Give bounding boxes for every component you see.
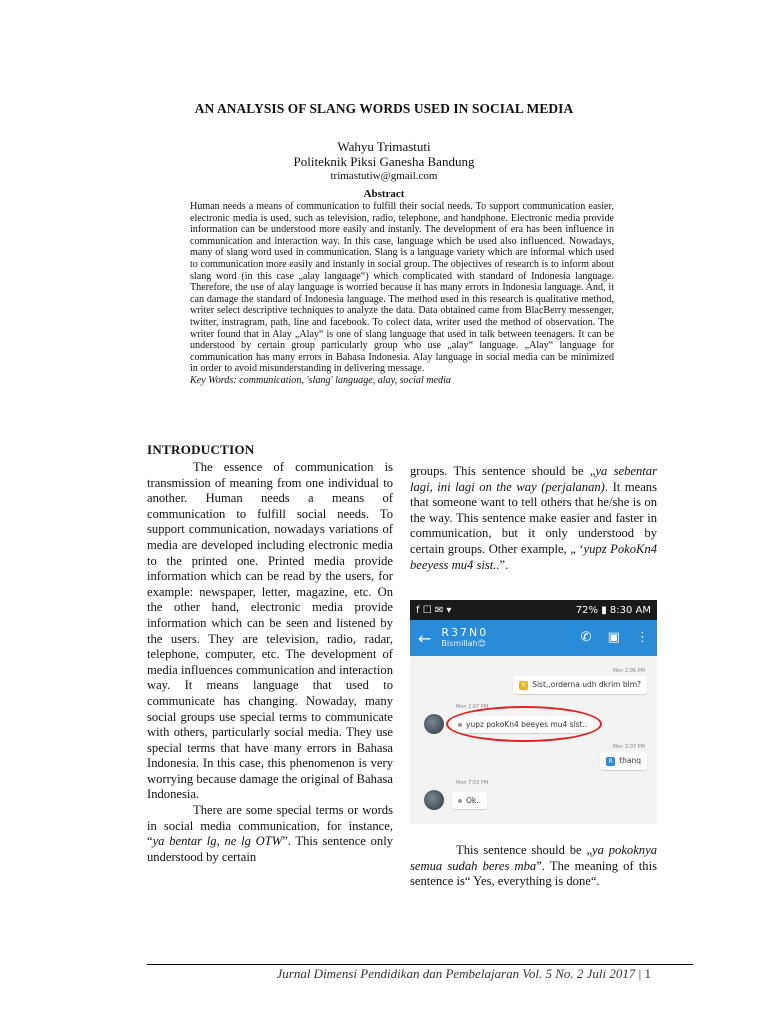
intro-paragraph-3	[410, 464, 657, 573]
r1-text-b: . It means that someone want to tell others that he/she is on the way. This sentence make easier and faster in communication, but it only understood by certain groups. Other example, „ ‘	[410, 479, 657, 556]
message-bubble-in	[452, 792, 487, 809]
page-footer	[276, 966, 651, 982]
r1-text-a: groups. This sentence should be „	[410, 464, 596, 478]
contact-status: Bismillah😊	[441, 639, 487, 648]
status-icons-left: f ☐ ✉ ▾	[416, 604, 452, 616]
author-email: trimastutiw@gmail.com	[330, 170, 438, 182]
right-column-top	[410, 464, 657, 573]
more-icon: ⋮	[636, 630, 649, 645]
author-affiliation: Politeknik Piksi Ganesha Bandung	[293, 154, 475, 169]
message-text: Ok..	[466, 796, 482, 805]
message-bubble-out	[513, 676, 647, 694]
chat-messages	[410, 656, 657, 824]
contact-name: R37N0	[441, 626, 489, 639]
video-icon: ▣	[607, 630, 620, 645]
author-name: Wahyu Trimastuti	[337, 139, 431, 154]
paper-title: AN ANALYSIS OF SLANG WORDS USED IN SOCIAL MEDIA	[194, 101, 574, 116]
r2-text-a: This sentence should be „	[456, 843, 593, 857]
r2-text-b: ”. The meaning of this sentence is“ Yes, everything is done“.	[410, 858, 657, 889]
message-time: Mon 7:03 PM	[456, 780, 489, 786]
footer-rule	[147, 964, 693, 965]
message-bubble-out	[600, 752, 647, 770]
back-arrow-icon: ←	[418, 628, 432, 648]
p2-text-b: ”. This sentence only understood by certain	[147, 834, 393, 864]
right-column-bottom	[410, 843, 657, 890]
p2-example: ya bentar lg, ne lg OTW	[152, 834, 283, 849]
intro-paragraph-1: The essence of communication is transmission of meaning from one individual to another. Human needs a means of communication to fulfill social needs. To support communication, nowadays variations of media are developed including electronic media to the printed one. Printed media provide information which can be read by the users, for example: newspaper, letter, magazine, etc. On the other hand, electronic media provide information which can be seen and listened by the users. They are television, radio, radar, telephone, computer, etc. The development of media influences communication and interaction way. It means language that used to communicate has changing. Nowaday, many social groups use special terms to communicate with others, particularly social media. They use special terms that have many errors in Bahasa Indonesia. In this case, this phenomenon is very worrying because damage the original of Bahasa Indonesia.	[147, 460, 393, 802]
status-icons-right: 72% ▮ 8:30 AM	[575, 604, 651, 616]
message-time: Mon 3:07 PM	[612, 744, 645, 750]
left-column	[147, 460, 393, 865]
message-time: Mon 2:07 PM	[456, 704, 489, 710]
status-dot-icon	[458, 799, 462, 803]
page-number: | 1	[638, 966, 651, 981]
abstract-text: Human needs a means of communication to fulfill their social needs. To support communication easier, electronic media is used, such as television, radio, telephone, and handphone. Electronic media provide information can be understood more easily and instanly. The development of era has been influence in communication and interaction way. In this case, language which be used also influenced. Nowadays, many of slang word used in communication. Slang is a language variety which are informal which used to communication more easily and instanly in social group. The objectives of research is to inform about slang word (in this case „alay language“) which complicated with standard of Indonesia language. Therefore, the use of alay language is worried because it has many errors in Indonesia language. And, it can damage the standard of Indonesia language. The method used in this research is qualitative method, writer select descriptive techniques to analyze the data. Data obtained came from BlacBerry messenger, twitter, instragram, path, line and facebook. To colect data, writer used the method of observation. The writer found that in Alay „Alay“ is one of slang language that used in talk between teenagers. It can be understood by certain group particularly group who use „alay“ language. „Alay“ language for communication has many errors in Bahasa Indonesia. Alay language in social media can be minimized in order to avoid misunderstanding in delivering message.	[190, 201, 614, 375]
r1-text-c: ”.	[499, 557, 509, 572]
r1-example-2: yupz PokoKn4 beeyess mu4 sist..	[410, 541, 657, 572]
abstract-heading: Abstract	[363, 188, 405, 200]
r2-example: ya pokoknya semua sudah beres mba	[410, 843, 657, 873]
chat-app-bar	[410, 620, 657, 656]
abstract-keywords: Key Words: communication, 'slang' language, alay, social media	[190, 374, 451, 386]
contact-avatar	[424, 790, 444, 810]
intro-paragraph-4	[410, 843, 657, 890]
p2-text-a: There are some special terms or words in social media communication, for instance, “	[147, 803, 393, 849]
message-text: thanq	[619, 756, 641, 765]
bbm-badge-icon: R	[606, 757, 615, 766]
intro-paragraph-2	[147, 803, 393, 865]
message-time: Mon 2:06 PM	[612, 668, 645, 674]
chat-contact	[441, 627, 488, 649]
phone-icon: ✆	[580, 630, 592, 645]
highlight-circle	[446, 706, 602, 742]
abstract-body	[190, 201, 614, 387]
journal-citation: Jurnal Dimensi Pendidikan dan Pembelajaran Vol. 5 No. 2 Juli 2017	[276, 966, 636, 981]
chat-screenshot	[410, 600, 657, 824]
bbm-badge-icon: R	[519, 681, 528, 690]
app-bar-actions	[569, 630, 649, 645]
message-text: yupz pokoKn4 beeyes mu4 sist..	[466, 720, 588, 729]
message-text: Sist,,orderna udh dkrim blm?	[532, 680, 641, 689]
contact-avatar	[424, 714, 444, 734]
introduction-heading: INTRODUCTION	[147, 442, 255, 457]
r1-example: ya sebentar lagi, ini lagi on the way (perjalanan)	[410, 464, 657, 494]
phone-status-bar	[410, 600, 657, 620]
